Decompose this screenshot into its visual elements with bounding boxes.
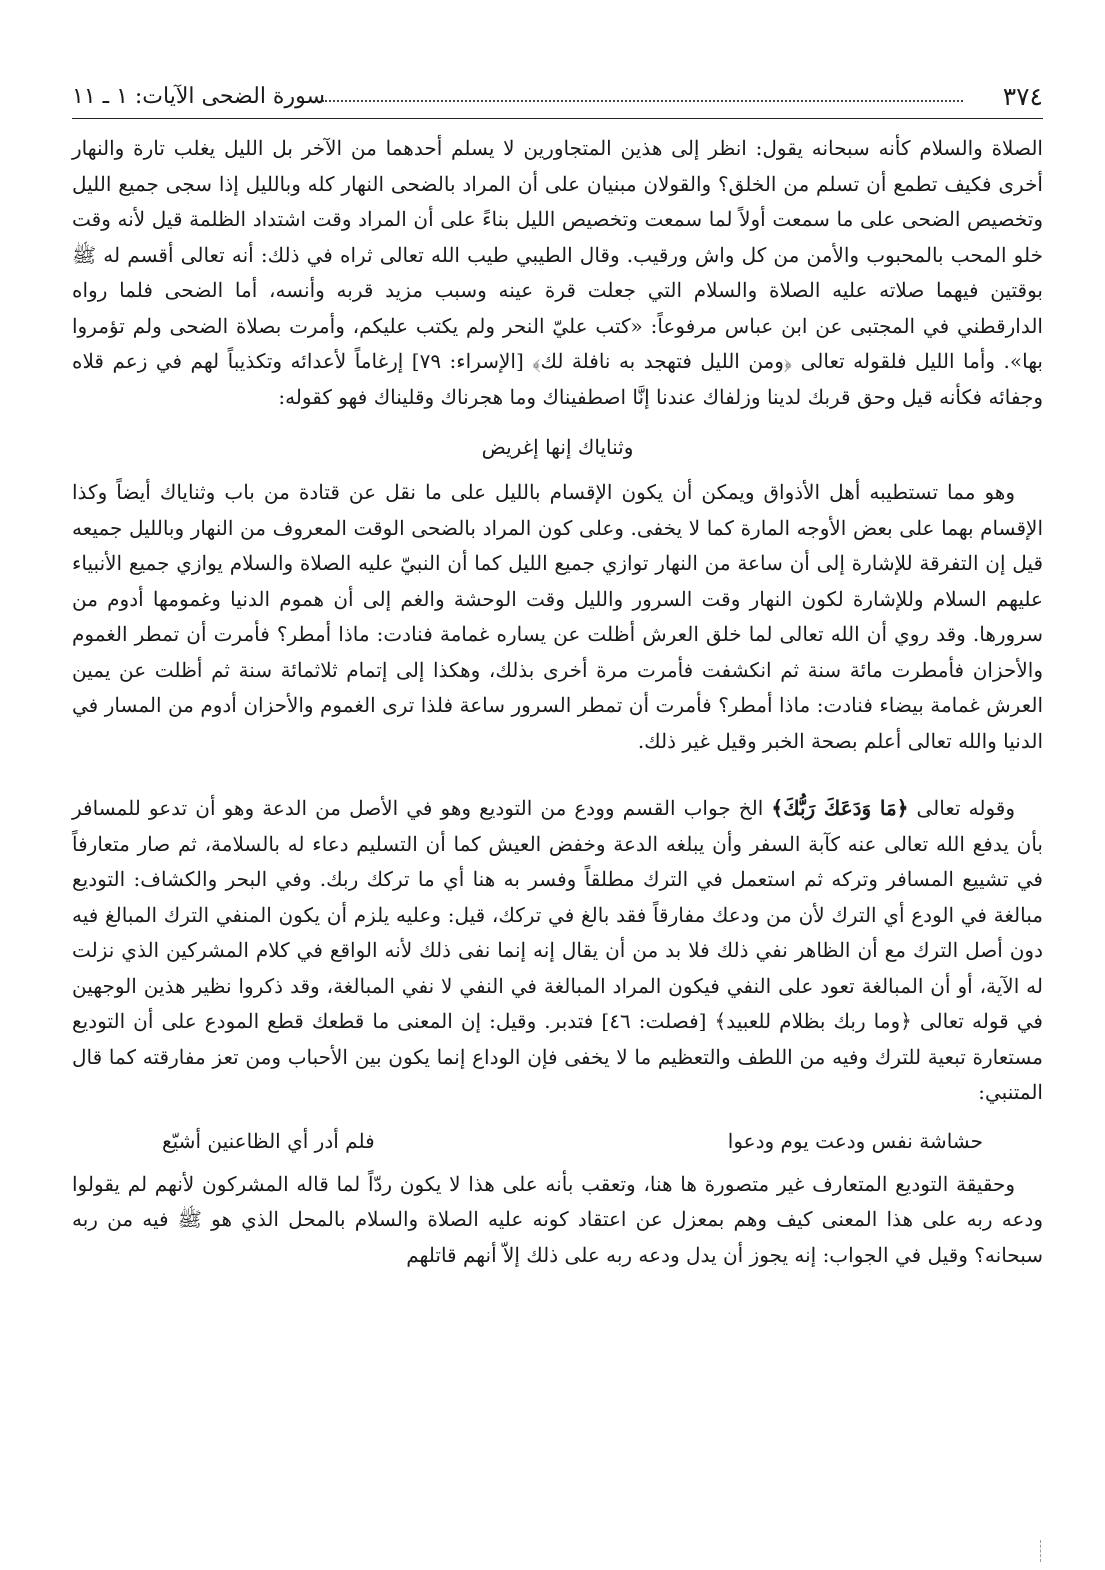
book-page	[72, 78, 1043, 1273]
couplet-second-hemistich: فلم أدر أي الظاعنين أشيّع	[162, 1128, 375, 1153]
poetry-verse-1: وثناياك إنها إغريض	[481, 435, 634, 459]
poetry-couplet	[72, 1123, 1043, 1159]
section-gap	[72, 759, 1043, 791]
paragraph-1: الصلاة والسلام كأنه سبحانه يقول: انظر إلى هذين المتجاورين لا يسلم أحدهما من الآخر بل الليل يغلب تارة والنهار أخرى فكيف تطمع أن تسلم من الخلق؟ والقولان مبنيان على أن المراد بالضحى النهار كله وبالليل إذا سجى جميع الليل وتخصيص الضحى على ما سمعت أولاً لما سمعت وتخصيص الليل بناءً على أن المراد وقت اشتداد الظلمة قيل لأنه وقت خلو المحب بالمحبوب والأمن من كل واش ورقيب. وقال الطيبي طيب الله تعالى ثراه في ذلك: أنه تعالى أقسم له ﷺ بوقتين فيهما صلاته عليه الصلاة والسلام التي جعلت قرة عينه وسبب مزيد قربه وأنسه، أما الضحى فلما رواه الدارقطني في المجتبى عن ابن عباس مرفوعاً: «كتب عليّ النحر ولم يكتب عليكم، وأمرت بصلاة الضحى ولم تؤمروا بها». وأما الليل فلقوله تعالى ﴿ومن الليل فتهجد به نافلة لك﴾ [الإسراء: ٧٩] إرغاماً لأعدائه وتكذيباً لهم في زعم قلاه وجفائه فكأنه قيل وحق قربك لدينا وزلفاك عندنا إنَّا اصطفيناك وما هجرناك وقليناك فهو كقوله:	[72, 136, 1043, 409]
body-text	[72, 131, 1043, 1273]
paragraph-3	[72, 791, 1043, 1111]
header-dotted-leader	[322, 100, 963, 102]
page-header	[72, 78, 1043, 119]
margin-mark	[1040, 1540, 1042, 1562]
couplet-first-hemistich: حشاشة نفس ودعت يوم ودعوا	[727, 1128, 983, 1153]
paragraph-3-start: وقوله تعالى	[908, 796, 1016, 820]
paragraph-4: وحقيقة التوديع المتعارف غير متصورة ها هنا، وتعقب بأنه على هذا لا يكون ردّاً لما قاله المشركون لأنهم لم يقولوا ودعه ربه على هذا المعنى كيف وهم بمعزل عن اعتقاد كونه عليه الصلاة والسلام بالمحل الذي هو ﷺ فيه من ربه سبحانه؟ وقيل في الجواب: إنه يجوز أن يدل ودعه ربه على ذلك إلاّ أنهم قاتلهم	[72, 1171, 1043, 1267]
paragraph-3-rest: الخ جواب القسم وودع من التوديع وهو في الأصل من الدعة وهو أن تدعو للمسافر بأن يدفع الله تعالى عنه كآبة السفر وأن يبلغه الدعة وخفض العيش كما أن التسليم دعاء له بالسلامة، ثم صار متعارفاً في تشييع المسافر وتركه ثم استعمل في الترك مطلقاً وفسر به هنا أي ما تركك ربك. وفي البحر والكشاف: التوديع مبالغة في الودع أي الترك لأن من ودعك مفارقاً فقد بالغ في تركك، قيل: وعليه يلزم أن يكون المنفي الترك المبالغ فيه دون أصل الترك مع أن الظاهر نفي ذلك فلا بد من أن يقال إنه إنما نفى ذلك لأنه الواقع في كلام المشركين الذي نزلت له الآية، أو أن المبالغة تعود على النفي فيكون المراد المبالغة في النفي لا نفي المبالغة، وقد ذكروا نظير هذين الوجهين في قوله تعالى ﴿وما ربك بظلام للعبيد﴾ [فصلت: ٤٦] فتدبر. وقيل: إن المعنى ما قطعك قطع المودع على أن التوديع مستعارة تبعية للترك وفيه من اللطف والتعظيم ما لا يخفى فإن الوداع إنما يكون بين الأحباب ومن تعز مفارقته كما قال المتنبي:	[72, 796, 1043, 1104]
quran-verse-ma-wadaak: ﴿مَا وَدَعَكَ رَبُّكَ﴾	[771, 796, 909, 820]
paragraph-2: وهو مما تستطيبه أهل الأذواق ويمكن أن يكون الإقسام بالليل على ما نقل عن قتادة من باب وثناياك أيضاً وكذا الإقسام بهما على بعض الأوجه المارة كما لا يخفى. وعلى كون المراد بالضحى الوقت المعروف من النهار وبالليل جميعه قيل إن التفرقة للإشارة إلى أن ساعة من النهار توازي جميع الليل كما أن النبيّ عليه الصلاة والسلام يوازي جميع الأنبياء عليهم السلام وللإشارة لكون النهار وقت السرور والليل وقت الوحشة والغم إلى أن هموم الدنيا وغمومها أدوم من سرورها. وقد روي أن الله تعالى لما خلق العرش أظلت عن يساره غمامة فنادت: ماذا أمطر؟ فأمرت أن تمطر الغموم والأحزان فأمطرت مائة سنة ثم انكشفت فأمرت مرة أخرى بذلك، وهكذا إلى إتمام ثلاثمائة سنة ثم أظلت عن يمين العرش غمامة بيضاء فنادت: ماذا أمطر؟ فأمرت أن تمطر السرور ساعة فلذا ترى الغموم والأحزان أدوم من المسار في الدنيا والله تعالى أعلم بصحة الخبر وقيل غير ذلك.	[72, 480, 1043, 753]
running-title: سورة الضحى الآيات: ١ ـ ١١	[72, 84, 325, 109]
page-number: ٣٧٤	[1002, 82, 1043, 111]
